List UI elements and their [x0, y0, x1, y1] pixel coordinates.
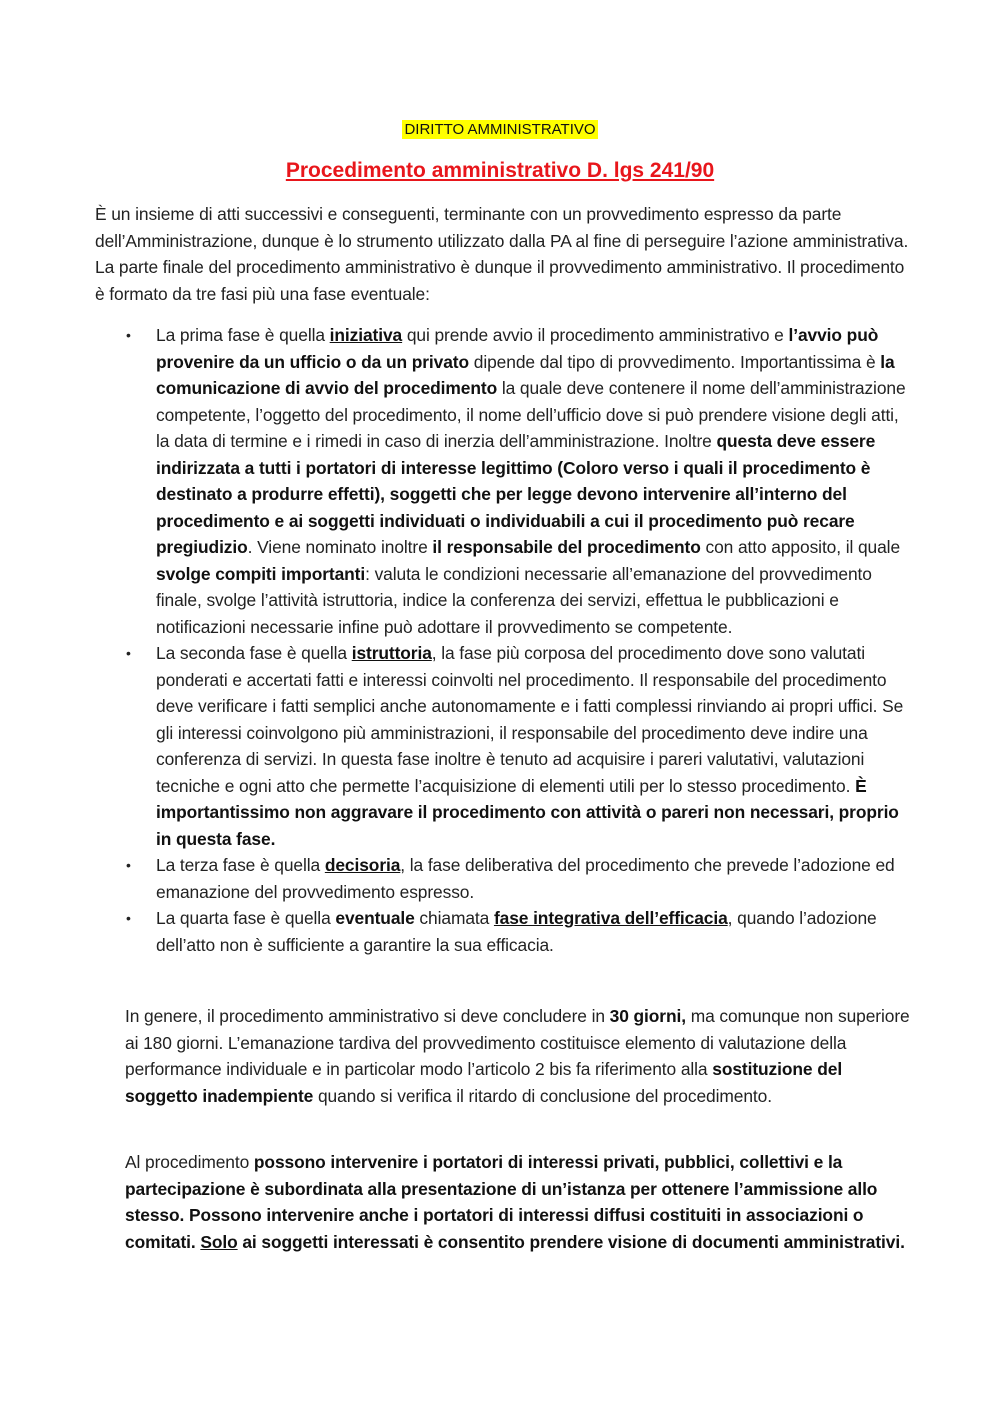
list-item-phase-4 — [126, 905, 916, 958]
para3-bold-3: ai soggetti interessati è consentito prendere visione di documenti amministrativi. — [237, 1231, 905, 1252]
phase1-text-4: la quale deve contenere il nome dell’amministrazione competente, l’oggetto del procedimento, il nome dell’ufficio dove si può prendere visione degli atti, la data di termine e i rimedi in caso di inerzia dell’amministrazione. Inoltre — [156, 378, 906, 451]
bullet-icon: • — [126, 857, 131, 873]
phase4-bold-1: eventuale — [335, 908, 415, 928]
document-title: Procedimento amministrativo D. lgs 241/90 — [285, 159, 715, 182]
intro-paragraph: È un insieme di atti successivi e conseguenti, terminante con un provvedimento espresso da parte dell’Amministrazione, dunque è lo strumento utilizzato dalla PA al fine di perseguire l’azione amministrativa. La parte finale del procedimento amministrativo è dunque il provvedimento amministrativo. Il procedimento è formato da tre fasi più una fase eventuale: — [95, 204, 909, 304]
phase1-text-7: : valuta le condizioni necessarie all’emanazione del provvedimento finale, svolge l’attività istruttoria, indice la conferenza dei servizi, effettua le pubblicazioni e notificazioni necessarie infine può adottare il provvedimento se competente. — [156, 563, 872, 637]
phase1-bold-4: questa deve essere indirizzata a tutti i portatori di interesse legittimo (Coloro verso i quali il procedimento è destinato a produrre effetti), soggetti che per legge devono intervenire all’interno del procedimento e ai soggetti individuati o individuabili a cui il procedimento può recare pregiudizio — [156, 431, 876, 557]
phase1-text-5: . Viene nominato inoltre — [247, 537, 433, 557]
para3-text-1: Al procedimento — [125, 1152, 254, 1172]
phase1-text-6: con atto apposito, il quale — [700, 537, 901, 557]
list-item-phase-1 — [126, 322, 916, 640]
highlighted-heading-text: DIRITTO AMMINISTRATIVO — [404, 121, 596, 138]
para3-bold-2: Solo — [200, 1231, 238, 1252]
phase1-bold-2: l’avvio può provenire da un ufficio o da un privato — [156, 325, 879, 372]
para2-bold-2: sostituzione del soggetto inadempiente — [125, 1059, 843, 1106]
para2-text-2: ma comunque non superiore ai 180 giorni. L’emanazione tardiva del provvedimento costituisce elemento di valutazione della performance individuale e in particolar modo l’articolo 2 bis fa riferimento alla — [125, 1006, 910, 1079]
participation-paragraph — [125, 1149, 915, 1255]
phase1-text-1: La prima fase è quella — [156, 325, 330, 345]
phase4-bold-2: fase integrativa dell’efficacia — [493, 908, 728, 928]
phase4-text-3: , quando l’adozione dell’atto non è sufficiente a garantire la sua efficacia. — [156, 908, 877, 955]
phase1-text-2: qui prende avvio il procedimento amministrativo e — [402, 325, 789, 345]
list-item-phase-2 — [126, 640, 916, 852]
phase4-text-1: La quarta fase è quella — [156, 908, 336, 928]
phase2-text-2: , la fase più corposa del procedimento dove sono valutati ponderati e accertati fatti e interessi coinvolti nel procedimento. Il responsabile del procedimento deve verificare i fatti semplici anche autonomamente e i fatti complessi rinviando ai propri uffici. Se gli interessi coinvolgono più amministrazioni, il responsabile del procedimento deve indire una conferenza di servizi. In questa fase inoltre è tenuto ad acquisire i pareri valutativi, valutazioni tecniche e ogni atto che permette l’acquisizione di elementi utili per lo stesso procedimento. — [156, 643, 904, 796]
bullet-icon: • — [126, 910, 131, 926]
phase1-bold-3: la comunicazione di avvio del procedimento — [156, 351, 895, 398]
phase3-text-2: , la fase deliberativa del procedimento che prevede l’adozione ed emanazione del provvedimento espresso. — [156, 855, 895, 902]
para2-text-1: In genere, il procedimento amministrativo si deve concludere in — [125, 1006, 610, 1026]
phase1-bold-5: il responsabile del procedimento — [432, 537, 701, 557]
phases-list — [126, 322, 916, 958]
phase1-text-3: dipende dal tipo di provvedimento. Importantissima è — [469, 351, 881, 372]
deadline-paragraph — [125, 1003, 915, 1109]
list-item-phase-3 — [126, 852, 916, 905]
phase2-text-1: La seconda fase è quella — [156, 643, 352, 663]
phase4-text-2: chiamata — [414, 908, 494, 928]
bullet-icon: • — [126, 327, 131, 343]
section-heading — [0, 119, 1000, 141]
phase1-bold-6: svolge compiti importanti — [156, 563, 366, 584]
phase1-bold-1: iniziativa — [329, 325, 403, 345]
phase3-text-1: La terza fase è quella — [156, 855, 325, 875]
para2-bold-1: 30 giorni, — [609, 1006, 686, 1026]
bullet-icon: • — [126, 645, 131, 661]
phase3-bold-1: decisoria — [324, 855, 401, 875]
phase2-bold-1: istruttoria — [351, 643, 432, 663]
para2-text-3: quando si verifica il ritardo di conclusione del procedimento. — [313, 1085, 772, 1106]
phase2-bold-2: È importantissimo non aggravare il procedimento con attività o pareri non necessari, proprio in questa fase. — [156, 775, 899, 849]
para3-bold-1: possono intervenire i portatori di interessi privati, pubblici, collettivi e la partecipazione è subordinata alla presentazione di un’istanza per ottenere l’ammissione allo stesso. Possono intervenire anche i portatori di interessi diffusi costituiti in associazioni o comitati. — [125, 1152, 878, 1252]
